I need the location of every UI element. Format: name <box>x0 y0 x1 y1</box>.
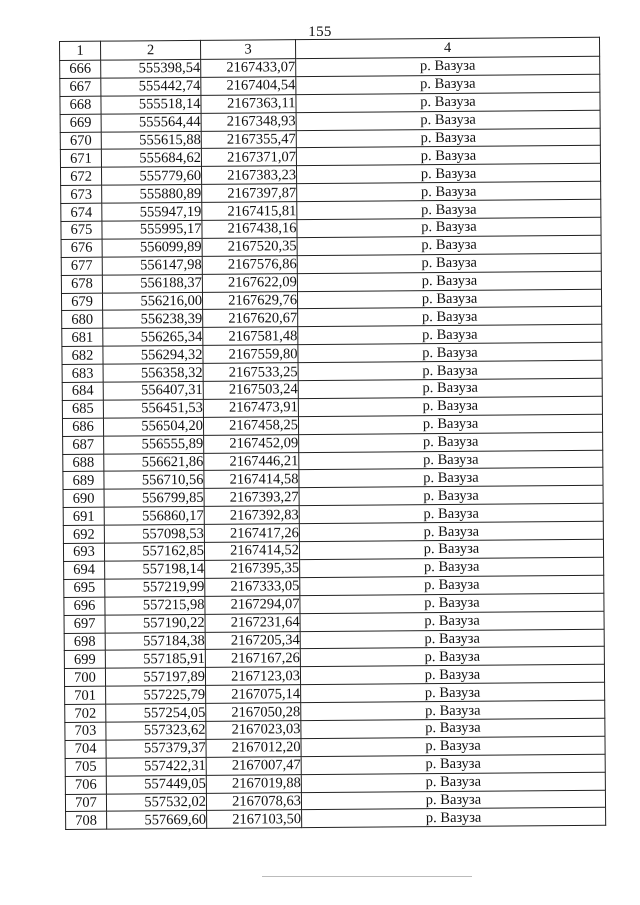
object-name-cell: р. Вазуза <box>300 593 604 613</box>
column-header-3: 3 <box>200 40 295 60</box>
y-coordinate-cell: 2167397,87 <box>202 184 297 203</box>
y-coordinate-cell: 2167438,16 <box>202 220 297 239</box>
y-coordinate-cell: 2167417,26 <box>204 524 299 543</box>
x-coordinate-cell: 557219,99 <box>105 578 205 597</box>
object-name-cell: р. Вазуза <box>297 253 601 273</box>
point-number-cell: 676 <box>61 239 102 257</box>
y-coordinate-cell: 2167078,63 <box>206 792 301 811</box>
object-name-cell: р. Вазуза <box>299 432 603 452</box>
object-name-cell: р. Вазуза <box>298 307 602 327</box>
object-name-cell: р. Вазуза <box>297 217 601 237</box>
point-number-cell: 700 <box>64 668 105 686</box>
y-coordinate-cell: 2167393,27 <box>204 488 299 507</box>
y-coordinate-cell: 2167363,11 <box>201 94 296 113</box>
y-coordinate-cell: 2167622,09 <box>202 273 297 292</box>
x-coordinate-cell: 556358,32 <box>103 364 203 383</box>
y-coordinate-cell: 2167620,67 <box>203 309 298 328</box>
point-number-cell: 695 <box>64 579 105 597</box>
object-name-cell: р. Вазуза <box>301 718 605 738</box>
y-coordinate-cell: 2167533,25 <box>203 363 298 382</box>
x-coordinate-cell: 557185,91 <box>105 650 205 669</box>
point-number-cell: 691 <box>63 507 104 525</box>
y-coordinate-cell: 2167404,54 <box>201 77 296 96</box>
object-name-cell: р. Вазуза <box>297 289 601 309</box>
y-coordinate-cell: 2167629,76 <box>202 291 297 310</box>
point-number-cell: 696 <box>64 597 105 615</box>
point-number-cell: 708 <box>66 812 107 830</box>
x-coordinate-cell: 556799,85 <box>104 489 204 508</box>
point-number-cell: 673 <box>61 185 102 203</box>
document-sheet <box>59 37 606 831</box>
y-coordinate-cell: 2167023,03 <box>206 721 301 740</box>
x-coordinate-cell: 557098,53 <box>104 525 204 544</box>
point-number-cell: 687 <box>63 436 104 454</box>
x-coordinate-cell: 557184,38 <box>105 632 205 651</box>
coordinates-table <box>59 37 606 831</box>
y-coordinate-cell: 2167446,21 <box>204 452 299 471</box>
x-coordinate-cell: 557449,05 <box>106 775 206 794</box>
x-coordinate-cell: 555684,62 <box>101 149 201 168</box>
point-number-cell: 670 <box>60 132 101 150</box>
point-number-cell: 707 <box>65 794 106 812</box>
point-number-cell: 671 <box>60 150 101 168</box>
point-number-cell: 699 <box>64 651 105 669</box>
y-coordinate-cell: 2167007,47 <box>206 756 301 775</box>
y-coordinate-cell: 2167355,47 <box>201 130 296 149</box>
y-coordinate-cell: 2167581,48 <box>203 327 298 346</box>
point-number-cell: 698 <box>64 633 105 651</box>
y-coordinate-cell: 2167019,88 <box>206 774 301 793</box>
y-coordinate-cell: 2167348,93 <box>201 112 296 131</box>
object-name-cell: р. Вазуза <box>297 181 601 201</box>
y-coordinate-cell: 2167383,23 <box>201 166 296 185</box>
y-coordinate-cell: 2167103,50 <box>207 810 302 829</box>
y-coordinate-cell: 2167433,07 <box>201 59 296 78</box>
object-name-cell: р. Вазуза <box>296 164 600 184</box>
y-coordinate-cell: 2167414,58 <box>204 470 299 489</box>
object-name-cell: р. Вазуза <box>299 521 603 541</box>
object-name-cell: р. Вазуза <box>297 199 601 219</box>
y-coordinate-cell: 2167520,35 <box>202 238 297 257</box>
object-name-cell: р. Вазуза <box>300 647 604 667</box>
point-number-cell: 697 <box>64 615 105 633</box>
x-coordinate-cell: 557254,05 <box>106 703 206 722</box>
x-coordinate-cell: 557379,37 <box>106 739 206 758</box>
point-number-cell: 679 <box>61 293 102 311</box>
object-name-cell: р. Вазуза <box>297 235 601 255</box>
object-name-cell: р. Вазуза <box>299 539 603 559</box>
y-coordinate-cell: 2167415,81 <box>202 202 297 221</box>
y-coordinate-cell: 2167458,25 <box>203 416 298 435</box>
x-coordinate-cell: 556188,37 <box>102 274 202 293</box>
y-coordinate-cell: 2167503,24 <box>203 381 298 400</box>
object-name-cell: р. Вазуза <box>301 736 605 756</box>
object-name-cell: р. Вазуза <box>296 74 600 94</box>
object-name-cell: р. Вазуза <box>301 700 605 720</box>
x-coordinate-cell: 556710,56 <box>104 471 204 490</box>
x-coordinate-cell: 555880,89 <box>102 185 202 204</box>
object-name-cell: р. Вазуза <box>298 396 602 416</box>
point-number-cell: 680 <box>62 311 103 329</box>
object-name-cell: р. Вазуза <box>296 56 600 76</box>
x-coordinate-cell: 556407,31 <box>103 381 203 400</box>
y-coordinate-cell: 2167559,80 <box>203 345 298 364</box>
point-number-cell: 703 <box>65 722 106 740</box>
point-number-cell: 674 <box>61 203 102 221</box>
y-coordinate-cell: 2167294,07 <box>205 595 300 614</box>
x-coordinate-cell: 555398,54 <box>101 59 201 78</box>
x-coordinate-cell: 556099,89 <box>102 238 202 257</box>
object-name-cell: р. Вазуза <box>299 504 603 524</box>
table-body <box>60 56 606 830</box>
object-name-cell: р. Вазуза <box>297 271 601 291</box>
x-coordinate-cell: 555995,17 <box>102 220 202 239</box>
x-coordinate-cell: 556504,20 <box>103 417 203 436</box>
y-coordinate-cell: 2167050,28 <box>206 703 301 722</box>
object-name-cell: р. Вазуза <box>298 325 602 345</box>
point-number-cell: 668 <box>60 96 101 114</box>
x-coordinate-cell: 556294,32 <box>103 346 203 365</box>
point-number-cell: 686 <box>62 418 103 436</box>
x-coordinate-cell: 556216,00 <box>102 292 202 311</box>
x-coordinate-cell: 555615,88 <box>101 131 201 150</box>
point-number-cell: 677 <box>61 257 102 275</box>
object-name-cell: р. Вазуза <box>300 557 604 577</box>
object-name-cell: р. Вазуза <box>302 808 606 828</box>
x-coordinate-cell: 557162,85 <box>104 542 204 561</box>
x-coordinate-cell: 556451,53 <box>103 399 203 418</box>
x-coordinate-cell: 557323,62 <box>106 721 206 740</box>
point-number-cell: 693 <box>63 543 104 561</box>
x-coordinate-cell: 557190,22 <box>105 614 205 633</box>
object-name-cell: р. Вазуза <box>298 342 602 362</box>
object-name-cell: р. Вазуза <box>296 128 600 148</box>
object-name-cell: р. Вазуза <box>301 754 605 774</box>
x-coordinate-cell: 557422,31 <box>106 757 206 776</box>
column-header-4: 4 <box>295 37 599 58</box>
x-coordinate-cell: 555947,19 <box>102 203 202 222</box>
column-header-1: 1 <box>60 41 101 60</box>
x-coordinate-cell: 556621,86 <box>104 453 204 472</box>
y-coordinate-cell: 2167205,34 <box>205 631 300 650</box>
point-number-cell: 690 <box>63 490 104 508</box>
object-name-cell: р. Вазуза <box>300 575 604 595</box>
object-name-cell: р. Вазуза <box>298 360 602 380</box>
x-coordinate-cell: 555442,74 <box>101 77 201 96</box>
point-number-cell: 705 <box>65 758 106 776</box>
column-header-2: 2 <box>101 40 201 60</box>
table-row <box>66 808 606 830</box>
point-number-cell: 702 <box>65 704 106 722</box>
object-name-cell: р. Вазуза <box>300 629 604 649</box>
point-number-cell: 688 <box>63 454 104 472</box>
object-name-cell: р. Вазуза <box>301 772 605 792</box>
object-name-cell: р. Вазуза <box>301 790 605 810</box>
object-name-cell: р. Вазуза <box>296 110 600 130</box>
point-number-cell: 701 <box>65 686 106 704</box>
point-number-cell: 694 <box>64 561 105 579</box>
y-coordinate-cell: 2167473,91 <box>203 399 298 418</box>
y-coordinate-cell: 2167371,07 <box>201 148 296 167</box>
y-coordinate-cell: 2167123,03 <box>205 667 300 686</box>
page-number: 155 <box>308 24 332 40</box>
object-name-cell: р. Вазуза <box>296 92 600 112</box>
object-name-cell: р. Вазуза <box>299 486 603 506</box>
object-name-cell: р. Вазуза <box>299 468 603 488</box>
x-coordinate-cell: 557198,14 <box>105 560 205 579</box>
x-coordinate-cell: 555564,44 <box>101 113 201 132</box>
x-coordinate-cell: 556555,89 <box>104 435 204 454</box>
scan-line <box>262 876 472 877</box>
y-coordinate-cell: 2167231,64 <box>205 613 300 632</box>
y-coordinate-cell: 2167012,20 <box>206 738 301 757</box>
point-number-cell: 667 <box>60 78 101 96</box>
point-number-cell: 689 <box>63 472 104 490</box>
object-name-cell: р. Вазуза <box>301 682 605 702</box>
y-coordinate-cell: 2167395,35 <box>205 560 300 579</box>
x-coordinate-cell: 557197,89 <box>105 668 205 687</box>
x-coordinate-cell: 555518,14 <box>101 95 201 114</box>
point-number-cell: 678 <box>61 275 102 293</box>
point-number-cell: 672 <box>60 168 101 186</box>
x-coordinate-cell: 557215,98 <box>105 596 205 615</box>
y-coordinate-cell: 2167167,26 <box>205 649 300 668</box>
point-number-cell: 684 <box>62 382 103 400</box>
point-number-cell: 685 <box>62 400 103 418</box>
object-name-cell: р. Вазуза <box>300 665 604 685</box>
x-coordinate-cell: 557532,02 <box>106 793 206 812</box>
object-name-cell: р. Вазуза <box>296 146 600 166</box>
object-name-cell: р. Вазуза <box>299 450 603 470</box>
y-coordinate-cell: 2167392,83 <box>204 506 299 525</box>
x-coordinate-cell: 556238,39 <box>103 310 203 329</box>
object-name-cell: р. Вазуза <box>300 611 604 631</box>
object-name-cell: р. Вазуза <box>298 414 602 434</box>
point-number-cell: 666 <box>60 60 101 78</box>
x-coordinate-cell: 557669,60 <box>107 811 207 830</box>
point-number-cell: 706 <box>65 776 106 794</box>
point-number-cell: 682 <box>62 346 103 364</box>
point-number-cell: 681 <box>62 329 103 347</box>
point-number-cell: 669 <box>60 114 101 132</box>
x-coordinate-cell: 556147,98 <box>102 256 202 275</box>
x-coordinate-cell: 556265,34 <box>103 328 203 347</box>
point-number-cell: 704 <box>65 740 106 758</box>
x-coordinate-cell: 555779,60 <box>101 167 201 186</box>
y-coordinate-cell: 2167333,05 <box>205 577 300 596</box>
y-coordinate-cell: 2167075,14 <box>206 685 301 704</box>
x-coordinate-cell: 557225,79 <box>106 686 206 705</box>
y-coordinate-cell: 2167452,09 <box>204 434 299 453</box>
y-coordinate-cell: 2167414,52 <box>204 542 299 561</box>
point-number-cell: 675 <box>61 221 102 239</box>
point-number-cell: 692 <box>63 525 104 543</box>
y-coordinate-cell: 2167576,86 <box>202 255 297 274</box>
x-coordinate-cell: 556860,17 <box>104 507 204 526</box>
point-number-cell: 683 <box>62 364 103 382</box>
object-name-cell: р. Вазуза <box>298 378 602 398</box>
